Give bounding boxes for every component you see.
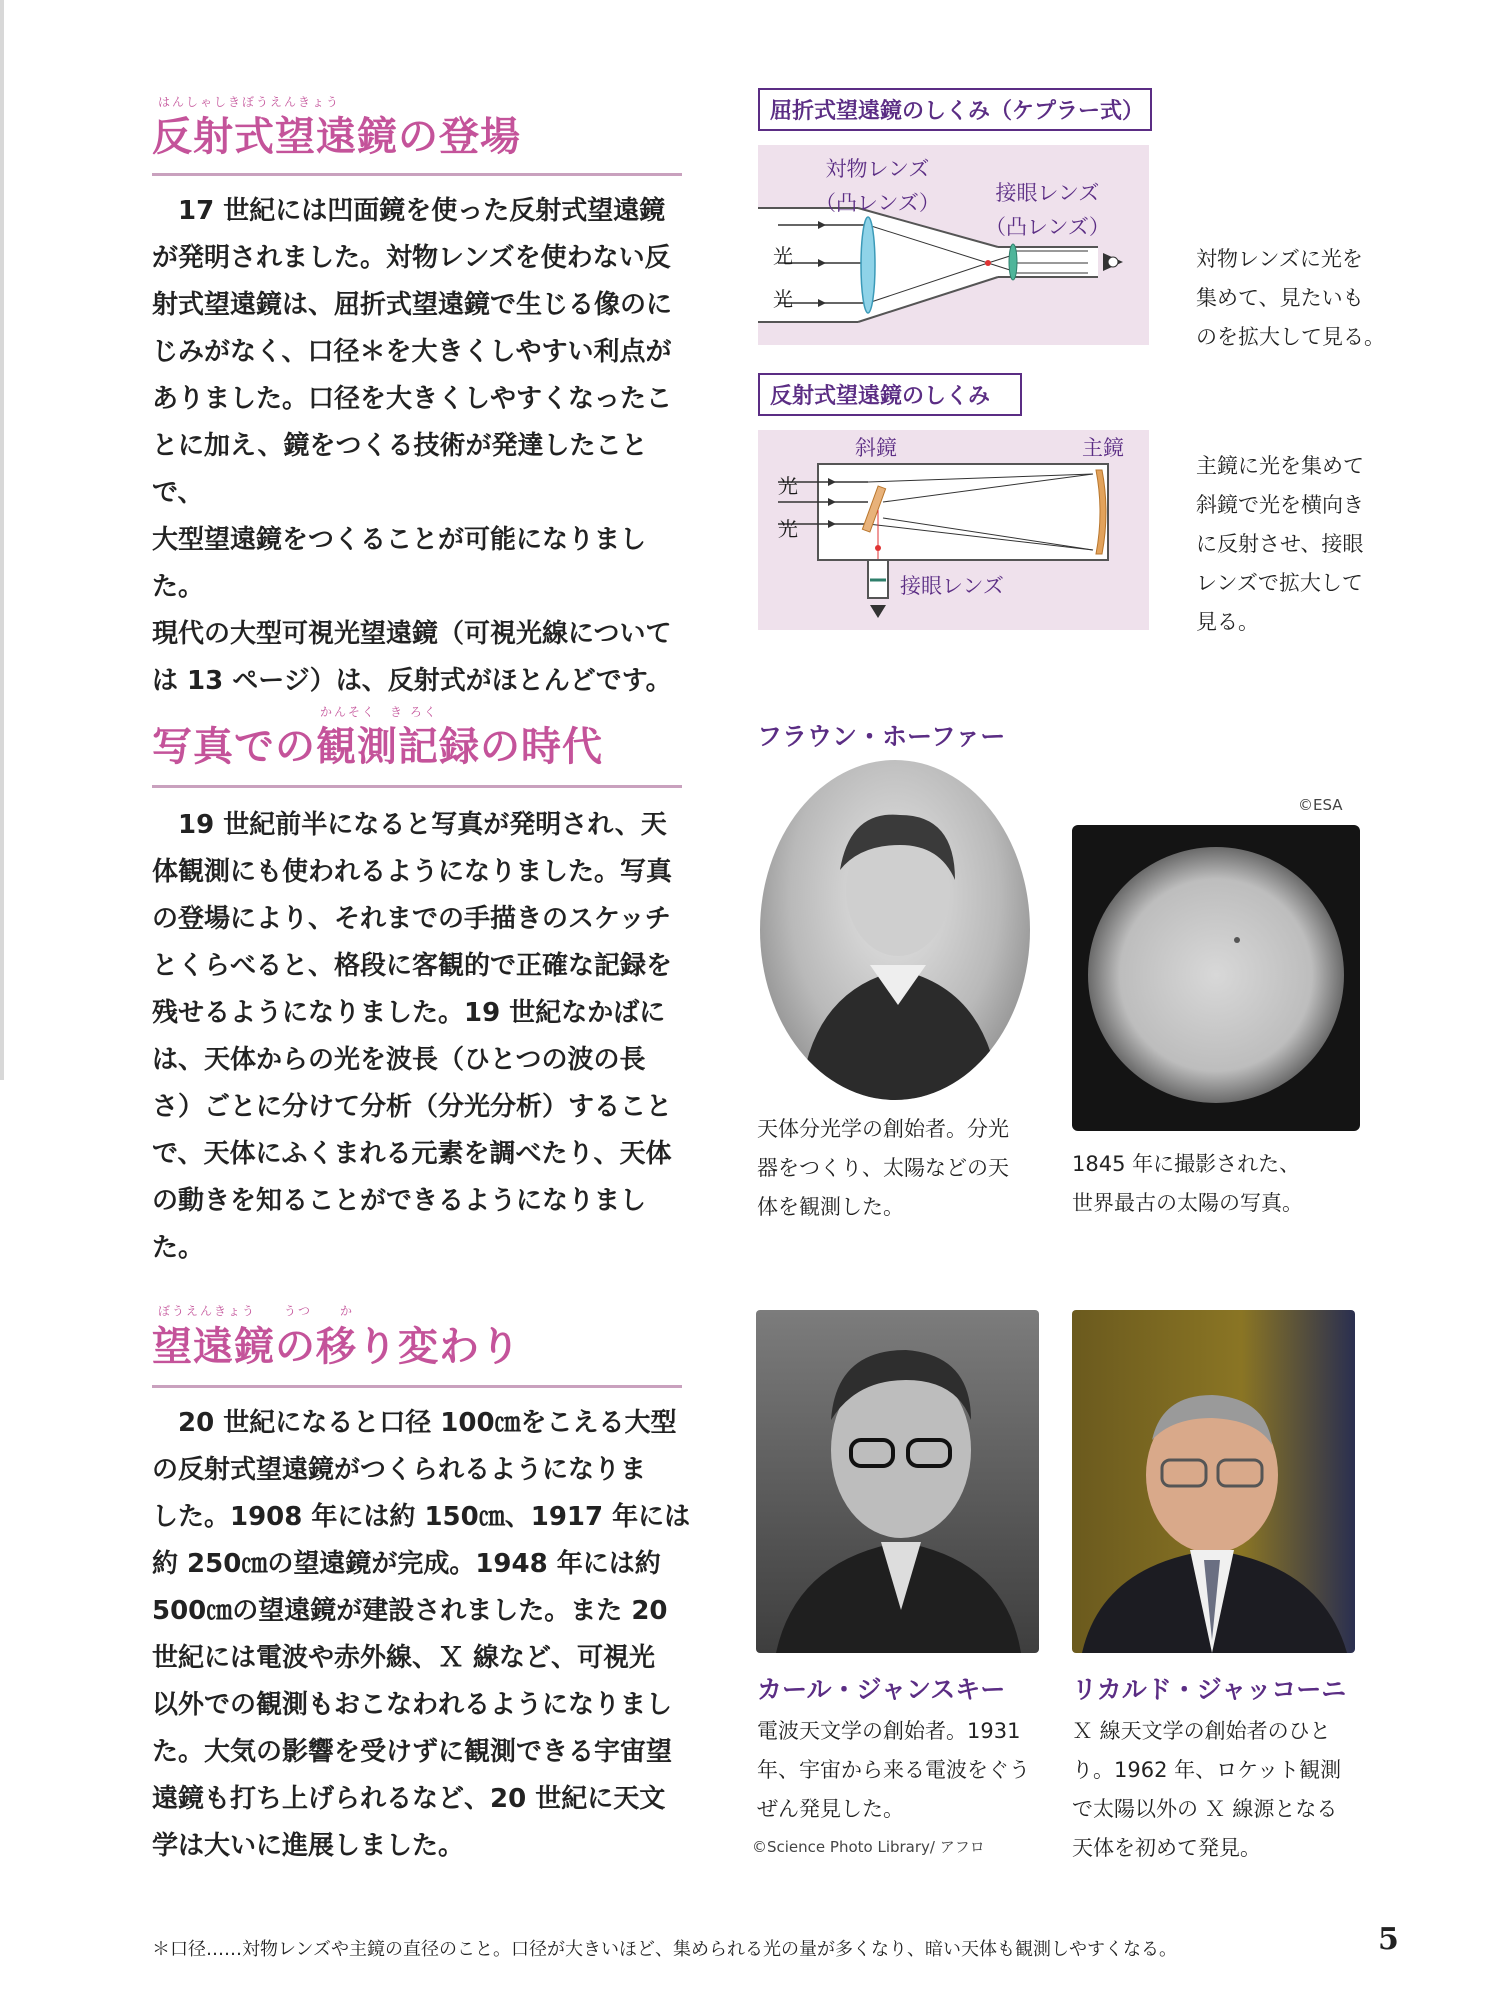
sun-photo [1072,825,1360,1131]
reflector-light-label-2: 光 [778,517,798,541]
refractor-light-label-1: 光 [773,244,793,268]
reflector-eyepiece-label: 接眼レンズ [900,574,1004,598]
fraunhofer-caption: 天体分光学の創始者。分光 器をつくり、太陽などの天 体を観測した。 [757,1117,1009,1219]
jansky-figure [756,1310,1039,1653]
fraunhofer-figure [760,760,1030,1100]
jansky-name: カール・ジャンスキー [757,1675,1006,1704]
reflector-secondary-label: 斜鏡 [855,436,897,460]
giacconi-name: リカルド・ジャッコーニ [1072,1675,1347,1704]
section3-ruby: ぼうえんきょう うつ か [158,1304,355,1318]
refractor-light-label-2: 光 [773,287,793,311]
footnote: ＊口径……対物レンズや主鏡の直径のこと。口径が大きいほど、集められる光の量が多くなり、暗い天体も観測しやすくなる。 [152,1939,1178,1960]
section2-body: 19 世紀前半になると写真が発明され、天 体観測にも使われるようになりました。写真 の登場により、それまでの手描きのスケッチ とくらべると、格段に客観的で正確な記録を 残せるようになりました。19 世紀なかばに は、天体からの光を波長（ひとつの波の長 さ）ごとに分けて分析（分光分析）すること で、天体にふくまれる元素を調べたり、天体 の動きを知ることができるようになりました。 [152,810,673,1263]
giacconi-photo [1072,1310,1355,1653]
section3-body: 20 世紀になると口径 100㎝をこえる大型 の反射式望遠鏡がつくられるようになりま した。1908 年には約 150㎝、1917 年には 約 250㎝の望遠鏡が完成。1948 年には約 500㎝の望遠鏡が建設されました。また 20 世紀には電波や赤外線、Ｘ 線など、可視光 以外での観測もおこなわれるようになりまし た。大気の影響を受けずに観測できる宇宙望 遠鏡も打ち上げられるなど、20 世紀に天文 学は大いに進展しました。 [152,1408,691,1861]
section2-heading: 写真での観測記録の時代 [152,724,603,770]
jansky-credit: ©Science Photo Library/ アフロ [752,1838,985,1856]
sunphoto-credit: ©ESA [1298,796,1343,814]
section3-heading: 望遠鏡の移り変わり [152,1324,521,1370]
reflector-caption: 主鏡に光を集めて 斜鏡で光を横向き に反射させ、接眼 レンズで拡大して 見る。 [1196,454,1364,634]
fraunhofer-name: フラウン・ホーファー [757,722,1006,751]
section1-ruby: はんしゃしきぼうえんきょう [158,95,341,109]
refractor-label: 屈折式望遠鏡のしくみ（ケプラー式） [758,88,1152,131]
fraunhofer-portrait [760,760,1030,1100]
reflector-light-label-1: 光 [778,474,798,498]
jansky-caption: 電波天文学の創始者。1931 年、宇宙から来る電波をぐう ぜん発見した。 [757,1719,1030,1821]
reflector-primary-label: 主鏡 [1082,436,1124,460]
page-edge [0,0,4,1080]
section3-rule [152,1385,682,1388]
sunphoto-caption: 1845 年に撮影された、 世界最古の太陽の写真。 [1072,1152,1303,1215]
refractor-caption: 対物レンズに光を 集めて、見たいも のを拡大して見る。 [1196,247,1385,349]
section2-rule [152,785,682,788]
page-number: 5 [1378,1922,1399,1957]
section1-rule [152,173,682,176]
sun-disk [1072,825,1360,1131]
section1-body: 17 世紀には凹面鏡を使った反射式望遠鏡 が発明されました。対物レンズを使わない反 射式望遠鏡は、屈折式望遠鏡で生じる像のに じみがなく、口径＊を大きくしやすい利点が ありました。口径を大きくしやすくなったこ とに加え、鏡をつくる技術が発達したことで、 大型望遠鏡をつくることが可能になりました。 現代の大型可視光望遠鏡（可視光線について は 13 ページ）は、反射式がほとんどです。 [152,196,673,696]
giacconi-figure [1072,1310,1355,1653]
refractor-eyepiece-label: 接眼レンズ （凸レンズ） [985,181,1110,239]
refractor-objective-label: 対物レンズ （凸レンズ） [815,157,940,215]
giacconi-caption: Ｘ 線天文学の創始者のひと り。1962 年、ロケット観測 で太陽以外の Ｘ 線源となる 天体を初めて発見。 [1072,1719,1342,1860]
section1-heading: 反射式望遠鏡の登場 [152,114,521,160]
section2-ruby: かんそく き ろく [320,705,438,719]
reflector-label: 反射式望遠鏡のしくみ [758,373,1022,416]
jansky-photo [756,1310,1039,1653]
